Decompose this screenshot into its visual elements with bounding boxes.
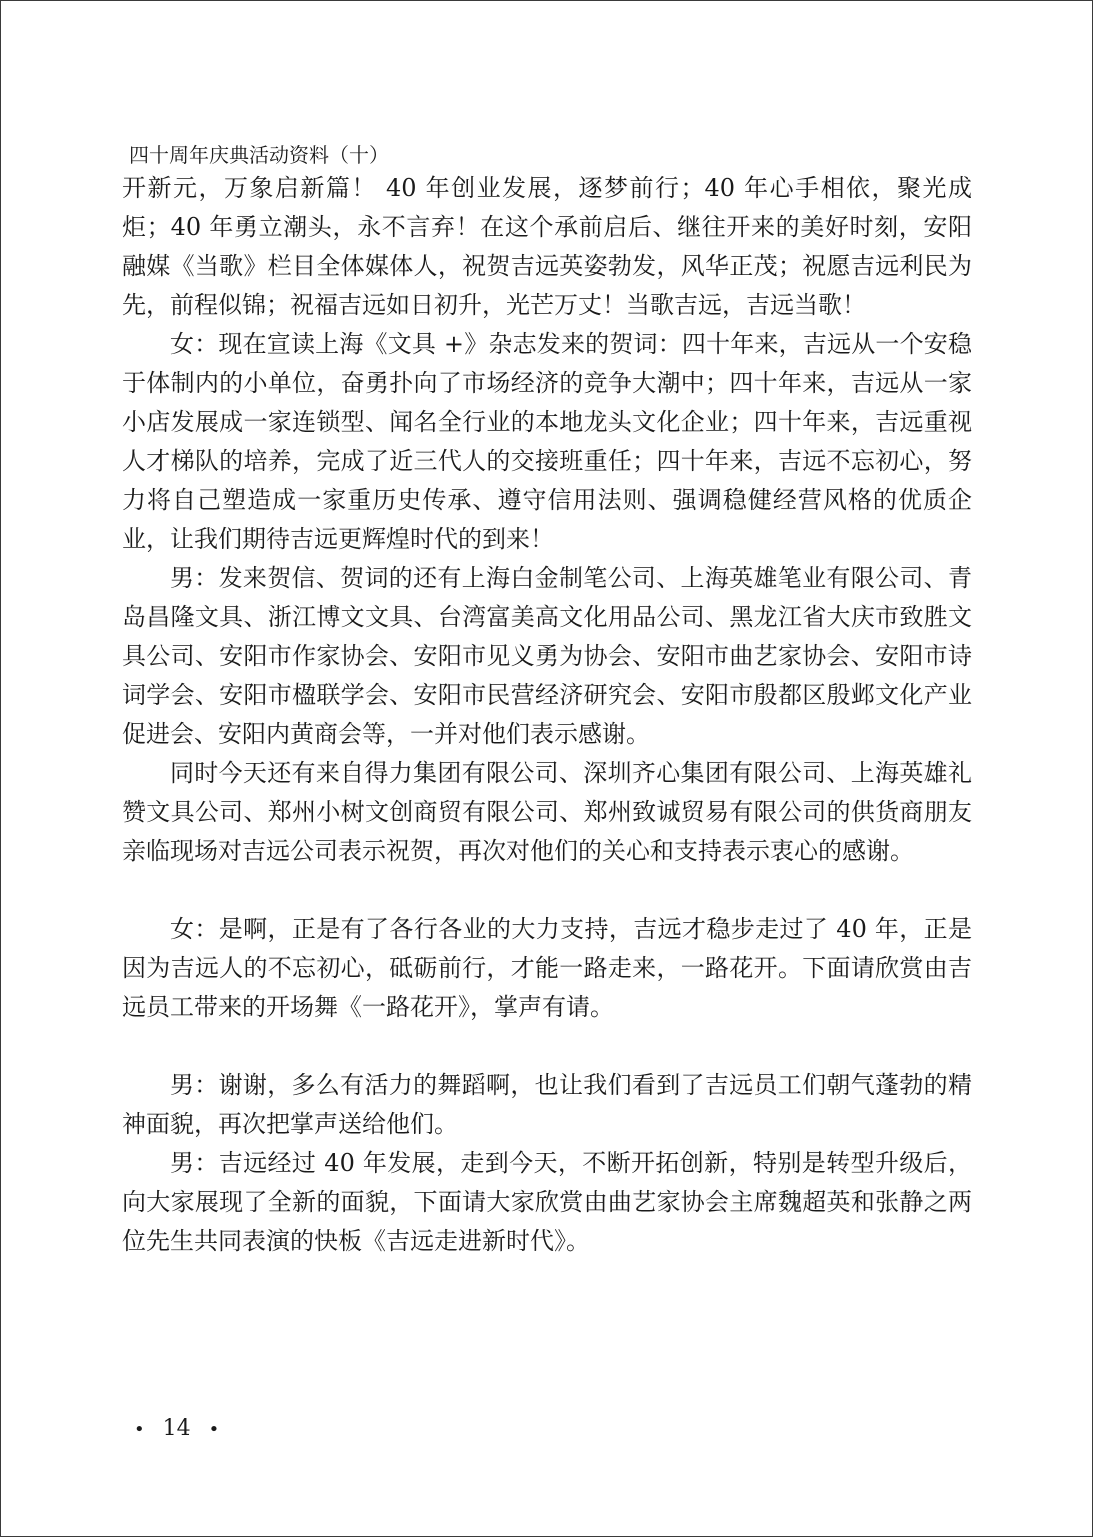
page-number: 14: [162, 1416, 191, 1441]
folio-bullet-right: •: [208, 1419, 220, 1440]
folio-bullet-left: •: [134, 1419, 145, 1440]
paragraph-supplier-thanks: 同时今天还有来自得力集团有限公司、深圳齐心集团有限公司、上海英雄礼赞文具公司、郑州小树文创商贸有限公司、郑州致诚贸易有限公司的供货商朋友亲临现场对吉远公司表示祝贺，再次对他们的关心和支持表示衷心的感谢。: [122, 759, 972, 865]
running-header: 四十周年庆典活动资料（十）: [129, 143, 389, 167]
paragraph-thanks-letters: 男：发来贺信、贺词的还有上海白金制笔公司、上海英雄笔业有限公司、青岛昌隆文具、浙江博文文具、台湾富美高文化用品公司、黑龙江省大庆市致胜文具公司、安阳市作家协会、安阳市见义勇为协会、安阳市曲艺家协会、安阳市诗词学会、安阳市楹联学会、安阳市民营经济研究会、安阳市殷都区殷邺文化产业促进会、安阳内黄商会等，一并对他们表示感谢。: [122, 564, 972, 748]
paragraph-opening-dance: 女：是啊，正是有了各行各业的大力支持，吉远才稳步走过了 40 年，正是因为吉远人的不忘初心，砥砺前行，才能一路走来，一路花开。下面请欣赏由吉远员工带来的开场舞《一路花开》，掌声有请。: [122, 915, 972, 1021]
body-text: [122, 169, 972, 1261]
page-number-footer: [134, 1415, 219, 1444]
paragraph-kuaiban-intro: 男：吉远经过 40 年发展，走到今天，不断开拓创新，特别是转型升级后，向大家展现了全新的面貌，下面请大家欣赏由曲艺家协会主席魏超英和张静之两位先生共同表演的快板《吉远走进新时代》。: [122, 1149, 972, 1255]
paragraph-continuation: 开新元，万象启新篇！ 40 年创业发展，逐梦前行；40 年心手相依，聚光成炬；40 年勇立潮头，永不言弃！在这个承前启后、继往开来的美好时刻，安阳融媒《当歌》栏目全体媒体人，祝贺吉远英姿勃发，风华正茂；祝愿吉远利民为先，前程似锦；祝福吉远如日初升，光芒万丈！当歌吉远，吉远当歌！: [122, 174, 972, 319]
paragraph-wenju-greeting: 女：现在宣读上海《文具 +》杂志发来的贺词：四十年来，吉远从一个安稳于体制内的小单位，奋勇扑向了市场经济的竞争大潮中；四十年来，吉远从一家小店发展成一家连锁型、闻名全行业的本地龙头文化企业；四十年来，吉远重视人才梯队的培养，完成了近三代人的交接班重任；四十年来，吉远不忘初心，努力将自己塑造成一家重历史传承、遵守信用法则、强调稳健经营风格的优质企业，让我们期待吉远更辉煌时代的到来！: [122, 330, 972, 553]
paragraph-after-dance: 男：谢谢，多么有活力的舞蹈啊，也让我们看到了吉远员工们朝气蓬勃的精神面貌，再次把掌声送给他们。: [122, 1071, 972, 1138]
